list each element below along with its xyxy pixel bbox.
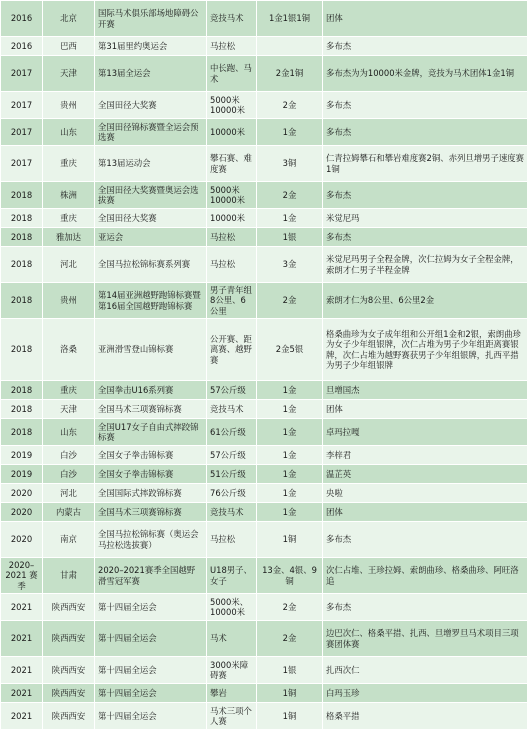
cell-event: 全国马拉松锦标赛系列赛 [95,247,207,283]
cell-year: 2021 [1,621,43,657]
cell-place: 巴西 [43,37,95,56]
table-row [1,703,527,730]
table-row [1,319,527,381]
cell-item: 马术三项个人赛 [207,703,257,730]
cell-item: 马术 [207,621,257,657]
cell-year: 2020 [1,484,43,503]
cell-medal: 13金、4银、9铜 [257,558,323,594]
cell-result: 格桑曲珍为女子成年组和公开组1金和2银，索朗曲珍为女子少年组银牌，次仁占堆为男子少年组距离赛银牌，次仁占堆为越野赛获男子少年组银牌，扎西平措为男子少年组银牌 [323,319,527,381]
table-row [1,56,527,92]
cell-item: 男子青年组8公里、6公里 [207,283,257,319]
cell-result: 团体 [323,400,527,419]
table-row [1,92,527,119]
cell-year: 2018 [1,209,43,228]
cell-medal: 1银 [257,657,323,684]
cell-result: 温芷英 [323,465,527,484]
table-row [1,484,527,503]
cell-item: 竞技马术 [207,400,257,419]
cell-place: 河北 [43,484,95,503]
cell-item: 10000米 [207,209,257,228]
cell-result: 次仁占堆、王珍拉姆、索朗曲珍、格桑曲珍、阿旺洛追 [323,558,527,594]
cell-item: 攀石赛、难度赛 [207,146,257,182]
cell-medal: 3金 [257,247,323,283]
cell-event: 第十四届全运会 [95,703,207,730]
table-row [1,657,527,684]
cell-item: 攀岩 [207,684,257,703]
cell-medal: 1金 [257,419,323,446]
cell-place: 南京 [43,522,95,558]
cell-result: 米觉尼玛 [323,209,527,228]
table-row [1,1,527,37]
cell-item: 5000米 10000米 [207,182,257,209]
cell-year: 2018 [1,228,43,247]
cell-medal: 1金 [257,484,323,503]
cell-year: 2017 [1,92,43,119]
cell-place: 内蒙古 [43,503,95,522]
cell-item: 公开赛、距离赛、越野赛 [207,319,257,381]
cell-event: 第十四届全运会 [95,594,207,621]
cell-event: 亚洲滑雪登山锦标赛 [95,319,207,381]
table-row [1,283,527,319]
cell-medal: 1金 [257,465,323,484]
cell-medal [257,37,323,56]
cell-year: 2019 [1,465,43,484]
cell-medal: 3铜 [257,146,323,182]
cell-event: 第13届全运会 [95,56,207,92]
cell-event: 全国拳击U16系列赛 [95,381,207,400]
cell-item: 76公斤级 [207,484,257,503]
cell-medal: 1铜 [257,522,323,558]
cell-event: 全国马术三项赛锦标赛 [95,503,207,522]
table-row [1,381,527,400]
cell-event: 全国马术三项赛锦标赛 [95,400,207,419]
cell-event: 2020–2021赛季全国越野滑雪冠军赛 [95,558,207,594]
cell-result: 扎西次仁 [323,657,527,684]
cell-medal: 2金 [257,92,323,119]
cell-place: 北京 [43,1,95,37]
cell-event: 全国田径大奖赛暨奥运会选拔赛 [95,182,207,209]
cell-item: 61公斤级 [207,419,257,446]
cell-medal: 2金 [257,182,323,209]
cell-place: 重庆 [43,209,95,228]
table-row [1,119,527,146]
cell-medal: 2金 [257,594,323,621]
cell-event: 全国马拉松锦标赛（奥运会马拉松选拔赛） [95,522,207,558]
cell-medal: 1金 [257,209,323,228]
cell-item: 马拉松 [207,522,257,558]
cell-medal: 2金5银 [257,319,323,381]
cell-place: 株洲 [43,182,95,209]
cell-year: 2018 [1,247,43,283]
cell-event: 全国女子拳击锦标赛 [95,465,207,484]
cell-medal: 1金 [257,381,323,400]
cell-medal: 2金 [257,283,323,319]
cell-year: 2018 [1,283,43,319]
cell-item: 马拉松 [207,247,257,283]
table-row [1,594,527,621]
cell-year: 2018 [1,319,43,381]
cell-result: 团体 [323,1,527,37]
table-row [1,446,527,465]
cell-place: 陕西西安 [43,703,95,730]
cell-place: 贵州 [43,283,95,319]
cell-item: 10000米 [207,119,257,146]
cell-place: 贵州 [43,92,95,119]
cell-result: 卓玛拉嘎 [323,419,527,446]
cell-event: 第13届运动会 [95,146,207,182]
cell-result: 央啦 [323,484,527,503]
cell-result: 多布杰 [323,228,527,247]
cell-year: 2019 [1,446,43,465]
cell-item: 竞技马术 [207,503,257,522]
cell-event: 第十四届全运会 [95,657,207,684]
cell-year: 2020 [1,503,43,522]
cell-item: 中长跑、马术 [207,56,257,92]
cell-medal: 1铜 [257,684,323,703]
cell-place: 雅加达 [43,228,95,247]
cell-event: 全国田径锦标赛暨全运会预选赛 [95,119,207,146]
cell-medal: 1金 [257,446,323,465]
table-row [1,182,527,209]
cell-place: 甘肃 [43,558,95,594]
table-row [1,522,527,558]
cell-medal: 2金 [257,621,323,657]
table-row [1,247,527,283]
cell-result: 多布杰 [323,37,527,56]
cell-item: 5000米、10000米 [207,594,257,621]
cell-place: 陕西西安 [43,621,95,657]
cell-year: 2017 [1,119,43,146]
cell-medal: 2金1铜 [257,56,323,92]
table-row [1,228,527,247]
cell-event: 第31届里约奥运会 [95,37,207,56]
cell-place: 河北 [43,247,95,283]
table-row [1,621,527,657]
table-row [1,503,527,522]
cell-place: 白沙 [43,446,95,465]
cell-result: 多布杰 [323,119,527,146]
table-row [1,37,527,56]
cell-event: 亚运会 [95,228,207,247]
cell-result: 多布杰 [323,522,527,558]
cell-result: 仁青拉姆攀石和攀岩难度赛2铜、赤列旦增男子速度赛1铜 [323,146,527,182]
cell-item: U18男子、女子 [207,558,257,594]
cell-year: 2018 [1,400,43,419]
cell-event: 第14届亚洲越野跑锦标赛暨第16届全国越野跑锦标赛 [95,283,207,319]
table-row [1,419,527,446]
cell-result: 团体 [323,503,527,522]
cell-result: 多布杰 [323,182,527,209]
cell-place: 陕西西安 [43,684,95,703]
cell-medal: 1金 [257,400,323,419]
cell-year: 2020–2021 赛季 [1,558,43,594]
cell-result: 米觉尼玛男子全程金牌，次仁拉姆为女子全程金牌，索朗才仁男子半程金牌 [323,247,527,283]
cell-place: 洛桑 [43,319,95,381]
cell-result: 边巴次仁、格桑平措、扎西、旦增罗旦马术项目三项赛团体赛 [323,621,527,657]
cell-year: 2017 [1,146,43,182]
cell-result: 白玛玉珍 [323,684,527,703]
cell-event: 全国U17女子自由式摔跤锦标赛 [95,419,207,446]
cell-item: 竞技马术 [207,1,257,37]
cell-year: 2021 [1,657,43,684]
table-row [1,209,527,228]
table-row [1,558,527,594]
cell-event: 全国田径大奖赛 [95,209,207,228]
cell-medal: 1铜 [257,703,323,730]
cell-year: 2020 [1,522,43,558]
cell-year: 2021 [1,703,43,730]
cell-item: 57公斤级 [207,381,257,400]
cell-event: 国际马术俱乐部场地障碍公开赛 [95,1,207,37]
cell-medal: 1金 [257,119,323,146]
cell-year: 2017 [1,56,43,92]
cell-result: 多布杰为为10000米金牌，竞技为马术团体1金1铜 [323,56,527,92]
cell-event: 第十四届全运会 [95,621,207,657]
cell-event: 全国女子拳击锦标赛 [95,446,207,465]
cell-place: 陕西西安 [43,594,95,621]
cell-year: 2018 [1,419,43,446]
cell-year: 2018 [1,182,43,209]
cell-item: 3000米障碍赛 [207,657,257,684]
table-row [1,400,527,419]
cell-result: 多布杰 [323,594,527,621]
table-row [1,146,527,182]
cell-place: 天津 [43,56,95,92]
cell-item: 5000米 10000米 [207,92,257,119]
cell-year: 2016 [1,37,43,56]
cell-medal: 1金1银1铜 [257,1,323,37]
cell-result: 格桑平措 [323,703,527,730]
table-row [1,465,527,484]
table-row [1,684,527,703]
cell-year: 2016 [1,1,43,37]
cell-result: 索朗才仁为8公里、6公里2金 [323,283,527,319]
cell-event: 全国国际式摔跤锦标赛 [95,484,207,503]
cell-result: 李梓君 [323,446,527,465]
cell-result: 多布杰 [323,92,527,119]
cell-event: 全国田径大奖赛 [95,92,207,119]
cell-place: 山东 [43,419,95,446]
cell-place: 陕西西安 [43,657,95,684]
cell-place: 白沙 [43,465,95,484]
cell-place: 重庆 [43,381,95,400]
cell-place: 天津 [43,400,95,419]
cell-item: 51公斤级 [207,465,257,484]
cell-result: 旦增国杰 [323,381,527,400]
cell-event: 第十四届全运会 [95,684,207,703]
cell-medal: 1金 [257,503,323,522]
cell-year: 2021 [1,684,43,703]
cell-year: 2021 [1,594,43,621]
cell-item: 马拉松 [207,228,257,247]
cell-medal: 1银 [257,228,323,247]
cell-item: 马拉松 [207,37,257,56]
cell-place: 重庆 [43,146,95,182]
cell-item: 57公斤级 [207,446,257,465]
cell-place: 山东 [43,119,95,146]
cell-year: 2018 [1,381,43,400]
